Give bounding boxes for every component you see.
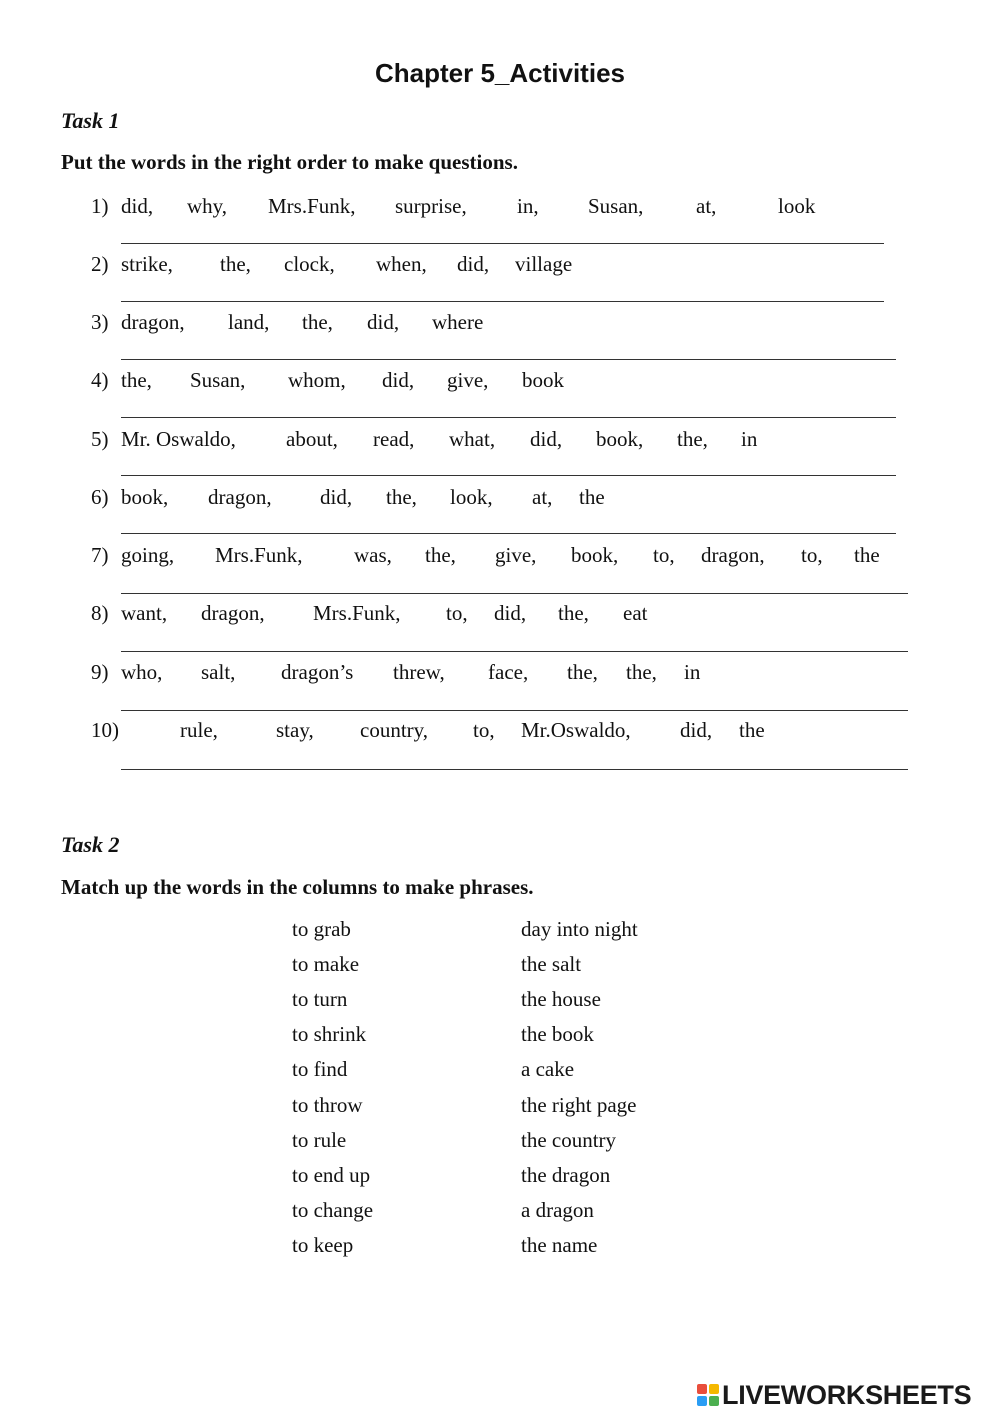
scrambled-word: clock, — [284, 252, 335, 276]
scrambled-word: surprise, — [395, 194, 467, 218]
scrambled-word: the — [739, 718, 765, 742]
match-left-item[interactable]: to find — [292, 1057, 348, 1081]
scrambled-word: threw, — [393, 660, 445, 684]
answer-line[interactable] — [121, 301, 884, 302]
question-number: 2) — [91, 252, 109, 276]
scrambled-word: the, — [386, 485, 417, 509]
scrambled-word: look — [778, 194, 816, 218]
question-number: 8) — [91, 601, 109, 625]
question-number: 6) — [91, 485, 109, 509]
question-number: 9) — [91, 660, 109, 684]
question-number: 1) — [91, 194, 109, 218]
logo-text: LIVEWORKSHEETS — [722, 1379, 972, 1410]
liveworksheets-logo[interactable] — [697, 1380, 971, 1410]
scrambled-word: at, — [696, 194, 717, 218]
scrambled-word: did, — [494, 601, 527, 625]
task1-instruction: Put the words in the right order to make questions. — [61, 150, 518, 174]
scrambled-word: book, — [121, 485, 169, 509]
answer-line[interactable] — [121, 475, 896, 476]
scrambled-word: read, — [373, 427, 415, 451]
answer-line[interactable] — [121, 593, 908, 594]
scrambled-word: give, — [447, 368, 489, 392]
match-right-item[interactable]: the country — [521, 1128, 617, 1152]
question-number: 3) — [91, 310, 109, 334]
answer-line[interactable] — [121, 769, 908, 770]
match-left-item[interactable]: to shrink — [292, 1022, 367, 1046]
scrambled-word: dragon, — [208, 485, 272, 509]
match-left-item[interactable]: to rule — [292, 1128, 347, 1152]
scrambled-word: the, — [425, 543, 456, 567]
scrambled-word: the — [854, 543, 880, 567]
match-right-item[interactable]: the right page — [521, 1093, 637, 1117]
answer-line[interactable] — [121, 359, 896, 360]
scrambled-word: where — [432, 310, 484, 334]
scrambled-word: the, — [302, 310, 333, 334]
task2-instruction: Match up the words in the columns to make phrases. — [61, 875, 534, 899]
match-right-item[interactable]: the book — [521, 1022, 594, 1046]
match-right-item[interactable]: the house — [521, 987, 601, 1011]
scrambled-word: strike, — [121, 252, 173, 276]
scrambled-word: dragon, — [121, 310, 185, 334]
scrambled-word: dragon’s — [281, 660, 354, 684]
scrambled-word: eat — [623, 601, 648, 625]
scrambled-word: what, — [449, 427, 496, 451]
scrambled-word: want, — [121, 601, 168, 625]
scrambled-word: did, — [382, 368, 415, 392]
scrambled-word: the, — [121, 368, 152, 392]
task2-heading: Task 2 — [61, 832, 120, 857]
scrambled-word: in — [741, 427, 758, 451]
match-right-item[interactable]: the salt — [521, 952, 582, 976]
scrambled-word: the — [579, 485, 605, 509]
scrambled-word: whom, — [288, 368, 346, 392]
scrambled-word: at, — [532, 485, 553, 509]
match-right-item[interactable]: the dragon — [521, 1163, 611, 1187]
scrambled-word: dragon, — [201, 601, 265, 625]
scrambled-word: did, — [530, 427, 563, 451]
match-left-item[interactable]: to change — [292, 1198, 374, 1222]
match-left-item[interactable]: to make — [292, 952, 360, 976]
match-left-item[interactable]: to keep — [292, 1233, 354, 1257]
scrambled-word: village — [515, 252, 573, 276]
scrambled-word: about, — [286, 427, 338, 451]
scrambled-word: to, — [653, 543, 675, 567]
scrambled-word: Mrs.Funk, — [215, 543, 303, 567]
scrambled-word: did, — [121, 194, 154, 218]
question-number: 10) — [91, 718, 119, 742]
scrambled-word: did, — [680, 718, 713, 742]
question-number: 5) — [91, 427, 109, 451]
liveworksheets-logo-icon — [697, 1384, 719, 1406]
scrambled-word: land, — [228, 310, 270, 334]
scrambled-word: country, — [360, 718, 429, 742]
answer-line[interactable] — [121, 651, 908, 652]
answer-line[interactable] — [121, 533, 896, 534]
scrambled-word: Mr.Oswaldo, — [521, 718, 631, 742]
answer-line[interactable] — [121, 243, 884, 244]
scrambled-word: Susan, — [190, 368, 246, 392]
scrambled-word: stay, — [276, 718, 314, 742]
scrambled-word: give, — [495, 543, 537, 567]
match-left-item[interactable]: to throw — [292, 1093, 363, 1117]
scrambled-word: in — [684, 660, 701, 684]
match-right-item[interactable]: the name — [521, 1233, 598, 1257]
scrambled-word: did, — [367, 310, 400, 334]
scrambled-word: did, — [457, 252, 490, 276]
scrambled-word: the, — [567, 660, 598, 684]
scrambled-word: Susan, — [588, 194, 644, 218]
scrambled-word: book, — [571, 543, 619, 567]
task1-heading: Task 1 — [61, 108, 120, 133]
answer-line[interactable] — [121, 417, 896, 418]
scrambled-word: face, — [488, 660, 529, 684]
question-number: 4) — [91, 368, 109, 392]
scrambled-word: did, — [320, 485, 353, 509]
scrambled-word: salt, — [201, 660, 236, 684]
scrambled-word: the, — [558, 601, 589, 625]
scrambled-word: to, — [473, 718, 495, 742]
answer-line[interactable] — [121, 710, 908, 711]
scrambled-word: Mr. Oswaldo, — [121, 427, 236, 451]
match-right-item[interactable]: a dragon — [521, 1198, 594, 1222]
match-left-item[interactable]: to turn — [292, 987, 348, 1011]
page-title: Chapter 5_Activities — [375, 58, 625, 88]
scrambled-word: in, — [517, 194, 539, 218]
scrambled-word: rule, — [180, 718, 218, 742]
scrambled-word: dragon, — [701, 543, 765, 567]
scrambled-word: book, — [596, 427, 644, 451]
match-right-item[interactable]: a cake — [521, 1057, 575, 1081]
question-number: 7) — [91, 543, 109, 567]
scrambled-word: the, — [677, 427, 708, 451]
scrambled-word: to, — [801, 543, 823, 567]
scrambled-word: going, — [121, 543, 175, 567]
match-right-item[interactable]: day into night — [521, 917, 638, 941]
scrambled-word: look, — [450, 485, 493, 509]
match-left-item[interactable]: to end up — [292, 1163, 371, 1187]
scrambled-word: when, — [376, 252, 427, 276]
match-left-item[interactable]: to grab — [292, 917, 351, 941]
scrambled-word: Mrs.Funk, — [268, 194, 356, 218]
scrambled-word: to, — [446, 601, 468, 625]
scrambled-word: who, — [121, 660, 163, 684]
scrambled-word: Mrs.Funk, — [313, 601, 401, 625]
scrambled-word: was, — [354, 543, 392, 567]
scrambled-word: the, — [220, 252, 251, 276]
scrambled-word: why, — [187, 194, 228, 218]
scrambled-word: book — [522, 368, 564, 392]
scrambled-word: the, — [626, 660, 657, 684]
